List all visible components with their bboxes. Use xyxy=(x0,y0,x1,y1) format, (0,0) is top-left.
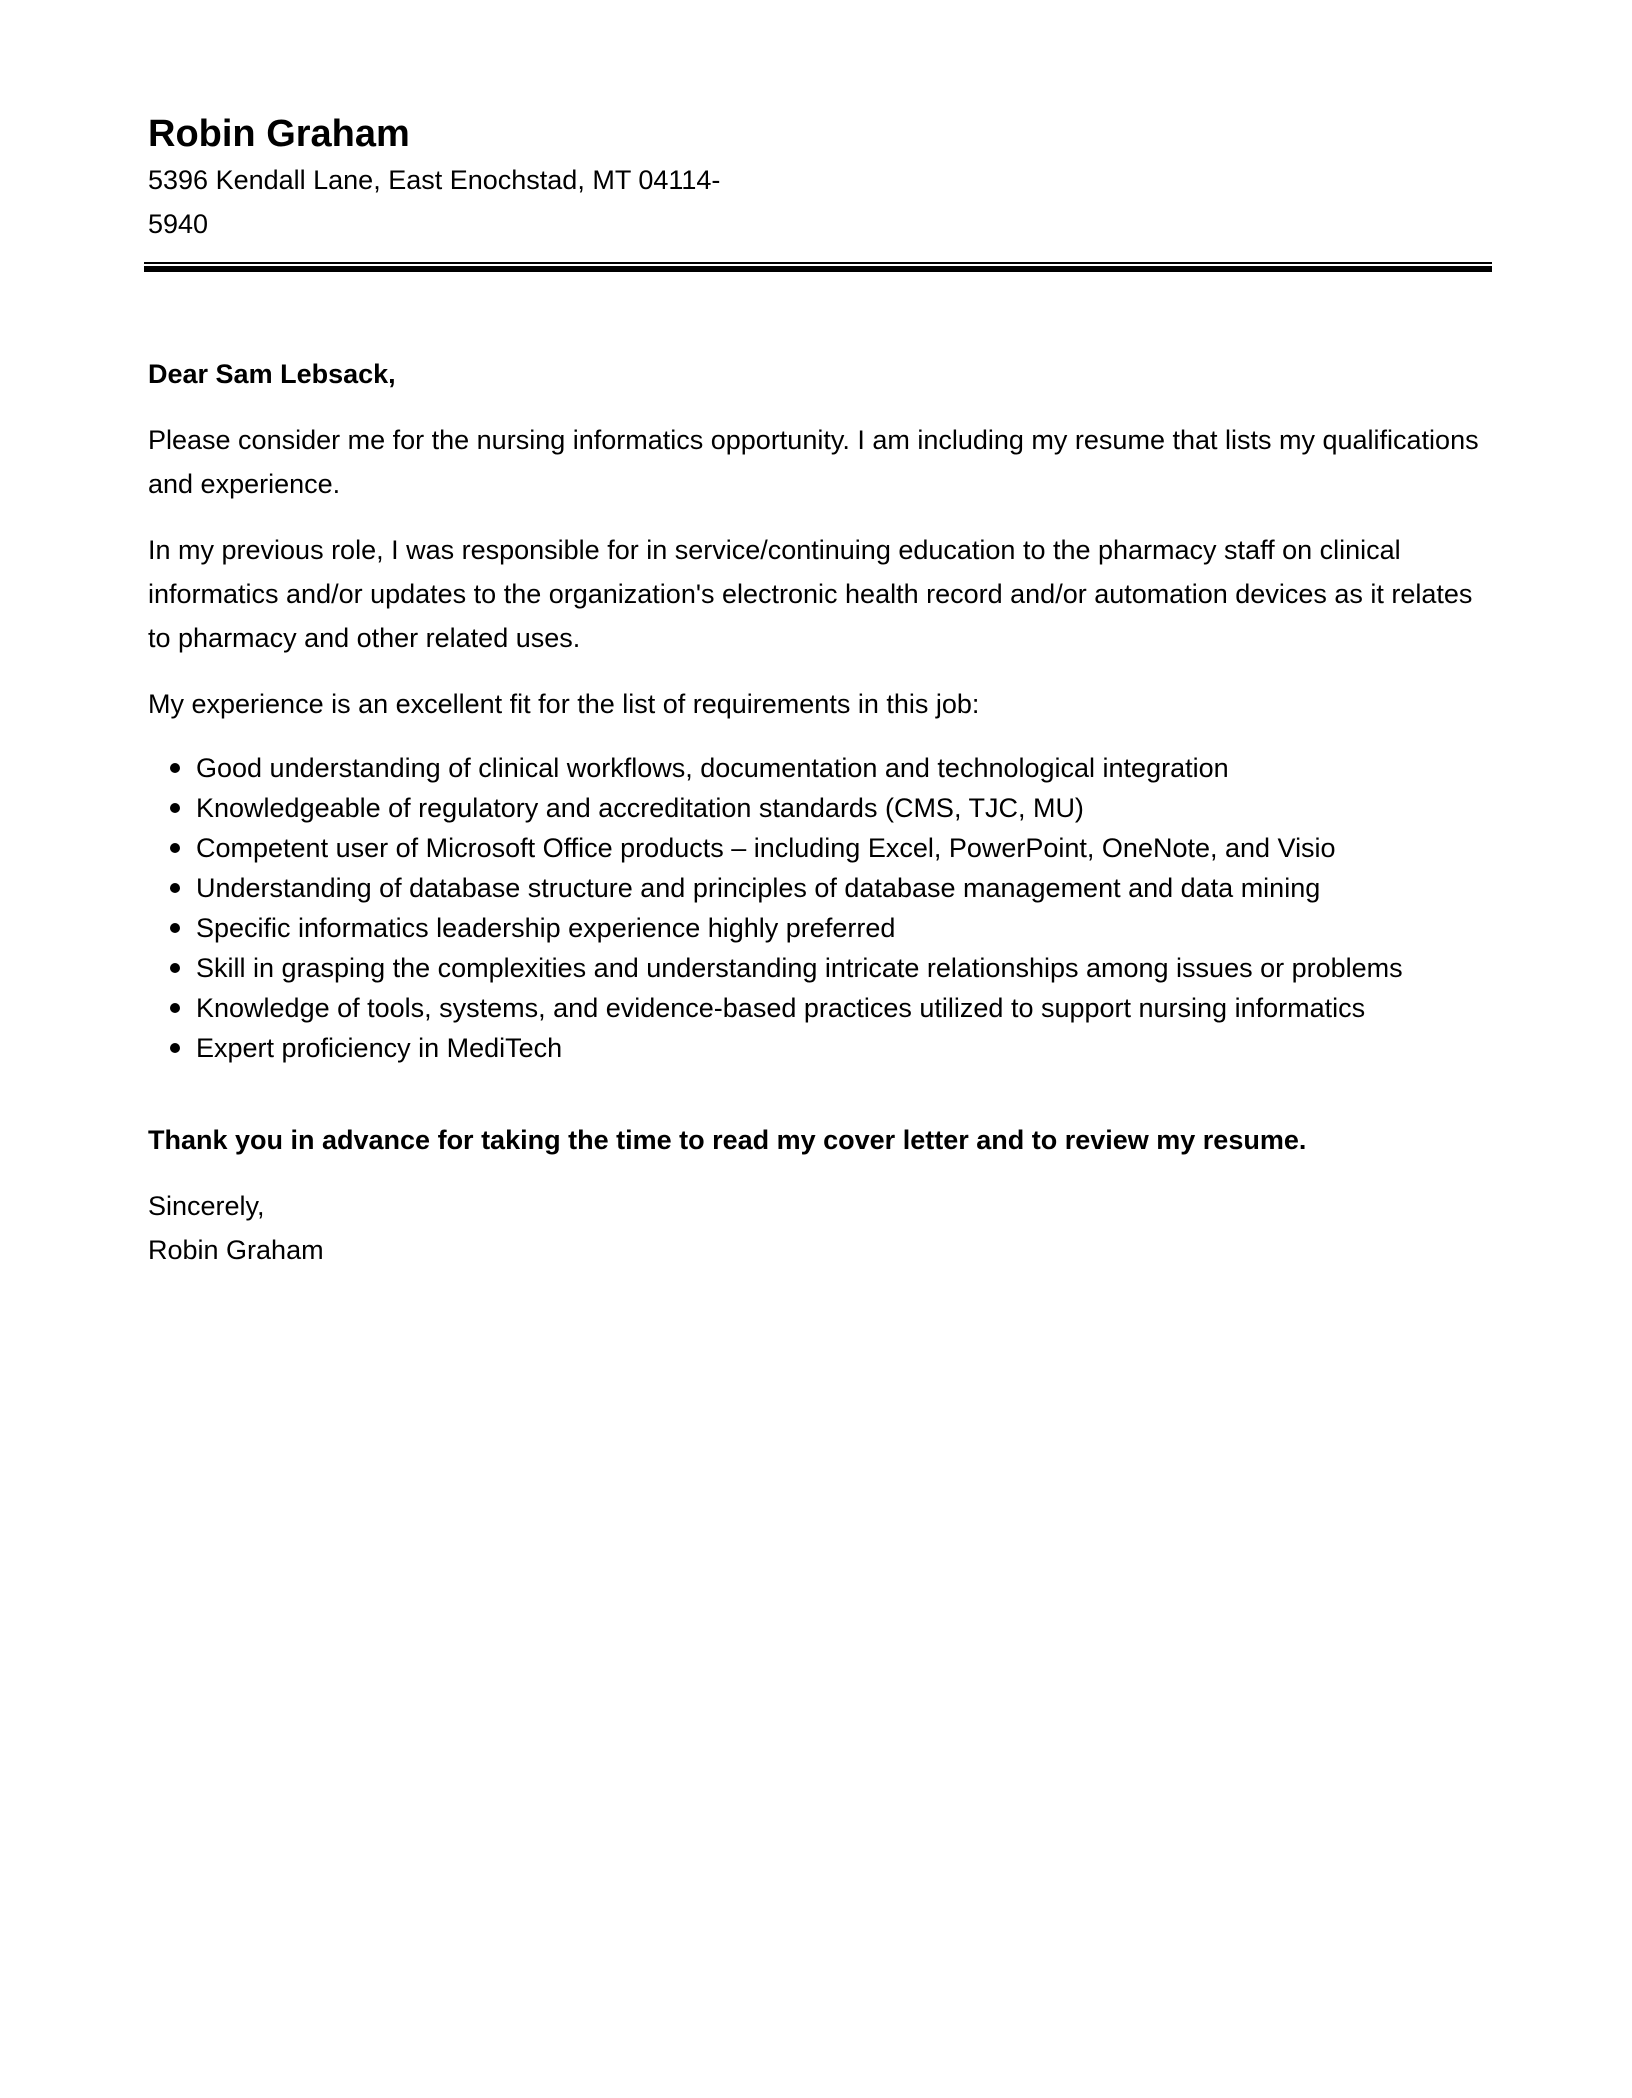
list-item-text: Competent user of Microsoft Office products – including Excel, PowerPoint, OneNote, and Visio xyxy=(196,833,1336,863)
list-item xyxy=(148,748,1488,788)
letter-body xyxy=(148,352,1488,1272)
list-item xyxy=(148,828,1488,868)
header-divider xyxy=(148,262,1488,272)
signature-name: Robin Graham xyxy=(148,1235,324,1265)
list-item-text: Knowledgeable of regulatory and accreditation standards (CMS, TJC, MU) xyxy=(196,793,1084,823)
list-item-text: Understanding of database structure and principles of database management and data mining xyxy=(196,873,1321,903)
sender-address: 5396 Kendall Lane, East Enochstad, MT 04114-5940 xyxy=(148,165,721,239)
list-item-text: Specific informatics leadership experience highly preferred xyxy=(196,913,896,943)
bullet-icon xyxy=(170,763,180,773)
sender-name: Robin Graham xyxy=(148,113,410,155)
paragraph-previous-role: In my previous role, I was responsible for in service/continuing education to the pharmacy staff on clinical informatics and/or updates to the organization's electronic health record and/or automation devices as it relates to pharmacy and other related uses. xyxy=(148,535,1473,653)
paragraph-intro: Please consider me for the nursing informatics opportunity. I am including my resume that lists my qualifications and experience. xyxy=(148,425,1479,499)
list-item-text: Skill in grasping the complexities and understanding intricate relationships among issues or problems xyxy=(196,953,1403,983)
bullet-icon xyxy=(170,1043,180,1053)
signoff: Sincerely, xyxy=(148,1191,265,1221)
bullet-icon xyxy=(170,803,180,813)
list-item-text: Knowledge of tools, systems, and evidence-based practices utilized to support nursing informatics xyxy=(196,993,1366,1023)
list-item xyxy=(148,788,1488,828)
divider-thick-line xyxy=(144,266,1492,272)
bullet-icon xyxy=(170,1003,180,1013)
salutation: Dear Sam Lebsack, xyxy=(148,359,396,389)
list-item-text: Expert proficiency in MediTech xyxy=(196,1033,563,1063)
list-item xyxy=(148,1028,1488,1068)
list-item-text: Good understanding of clinical workflows, documentation and technological integration xyxy=(196,753,1229,783)
list-item xyxy=(148,988,1488,1028)
divider-thin-line xyxy=(144,262,1492,264)
letter-page xyxy=(148,110,1488,1272)
closing-statement: Thank you in advance for taking the time to read my cover letter and to review my resume. xyxy=(148,1125,1307,1155)
bullet-icon xyxy=(170,883,180,893)
bullet-icon xyxy=(170,923,180,933)
list-item xyxy=(148,948,1488,988)
paragraph-fit: My experience is an excellent fit for the list of requirements in this job: xyxy=(148,689,980,719)
requirements-list xyxy=(148,748,1488,1068)
bullet-icon xyxy=(170,963,180,973)
list-item xyxy=(148,908,1488,948)
bullet-icon xyxy=(170,843,180,853)
list-item xyxy=(148,868,1488,908)
